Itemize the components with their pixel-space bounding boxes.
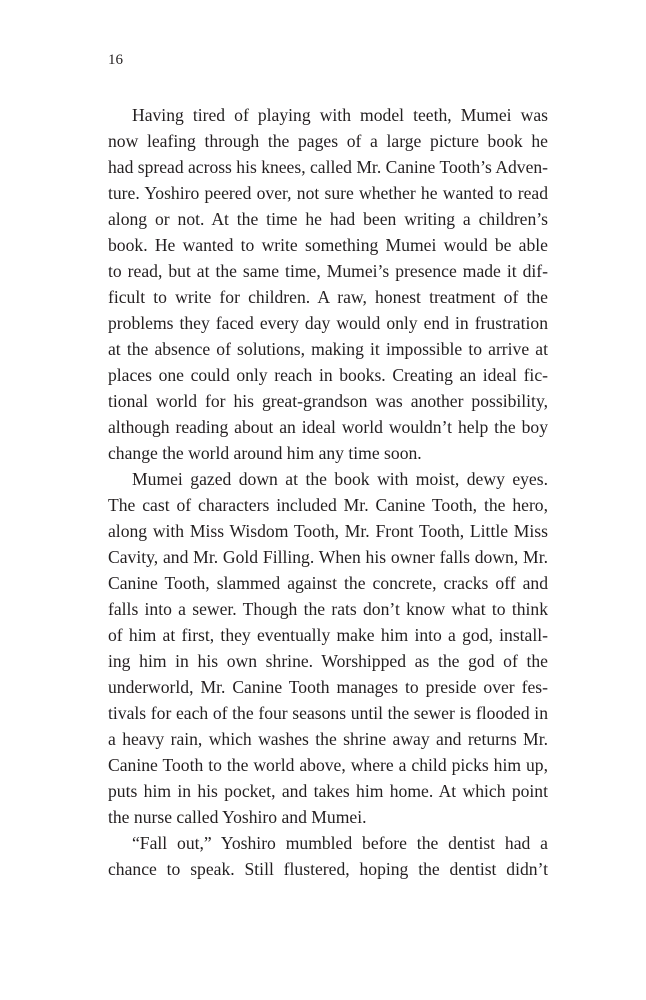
text-line: Cavity, and Mr. Gold Filling. When his owner falls down, Mr. [108,547,548,567]
body-text [108,102,548,882]
text-line: places one could only reach in books. Creating an ideal fic- [108,365,548,385]
text-line: of him at first, they eventually make him into a god, install- [108,625,548,645]
text-line: underworld, Mr. Canine Tooth manages to preside over fes- [108,677,548,697]
text-line: ture. Yoshiro peered over, not sure whether he wanted to read [108,183,548,203]
text-line: at the absence of solutions, making it impossible to arrive at [108,339,548,359]
text-line: although reading about an ideal world wouldn’t help the boy [108,417,548,437]
text-line: “Fall out,” Yoshiro mumbled before the dentist had a [132,833,548,853]
text-line: a heavy rain, which washes the shrine away and returns Mr. [108,729,548,749]
text-line: Canine Tooth, slammed against the concrete, cracks off and [108,573,548,593]
text-line: Canine Tooth to the world above, where a child picks him up, [108,755,548,775]
text-line: Mumei gazed down at the book with moist, dewy eyes. [132,469,548,489]
text-line: ing him in his own shrine. Worshipped as the god of the [108,651,548,671]
text-line: The cast of characters included Mr. Canine Tooth, the hero, [108,495,548,515]
text-line: tivals for each of the four seasons until the sewer is flooded in [108,703,548,723]
page-number: 16 [108,52,123,68]
text-line: tional world for his great-grandson was another possibility, [108,391,548,411]
text-line: Having tired of playing with model teeth, Mumei was [132,105,548,125]
text-line: change the world around him any time soon. [108,443,422,463]
text-line: falls into a sewer. Though the rats don’t know what to think [108,599,548,619]
text-line: along or not. At the time he had been writing a children’s [108,209,548,229]
text-line: now leafing through the pages of a large picture book he [108,131,548,151]
text-line: the nurse called Yoshiro and Mumei. [108,807,367,827]
text-line: chance to speak. Still flustered, hoping the dentist didn’t [108,859,548,879]
text-line: book. He wanted to write something Mumei would be able [108,235,548,255]
text-line: had spread across his knees, called Mr. Canine Tooth’s Adven- [108,157,548,177]
text-line: problems they faced every day would only end in frustration [108,313,548,333]
text-line: puts him in his pocket, and takes him home. At which point [108,781,548,801]
text-line: to read, but at the same time, Mumei’s presence made it dif- [108,261,548,281]
text-line: ficult to write for children. A raw, honest treatment of the [108,287,548,307]
text-line: along with Miss Wisdom Tooth, Mr. Front Tooth, Little Miss [108,521,548,541]
